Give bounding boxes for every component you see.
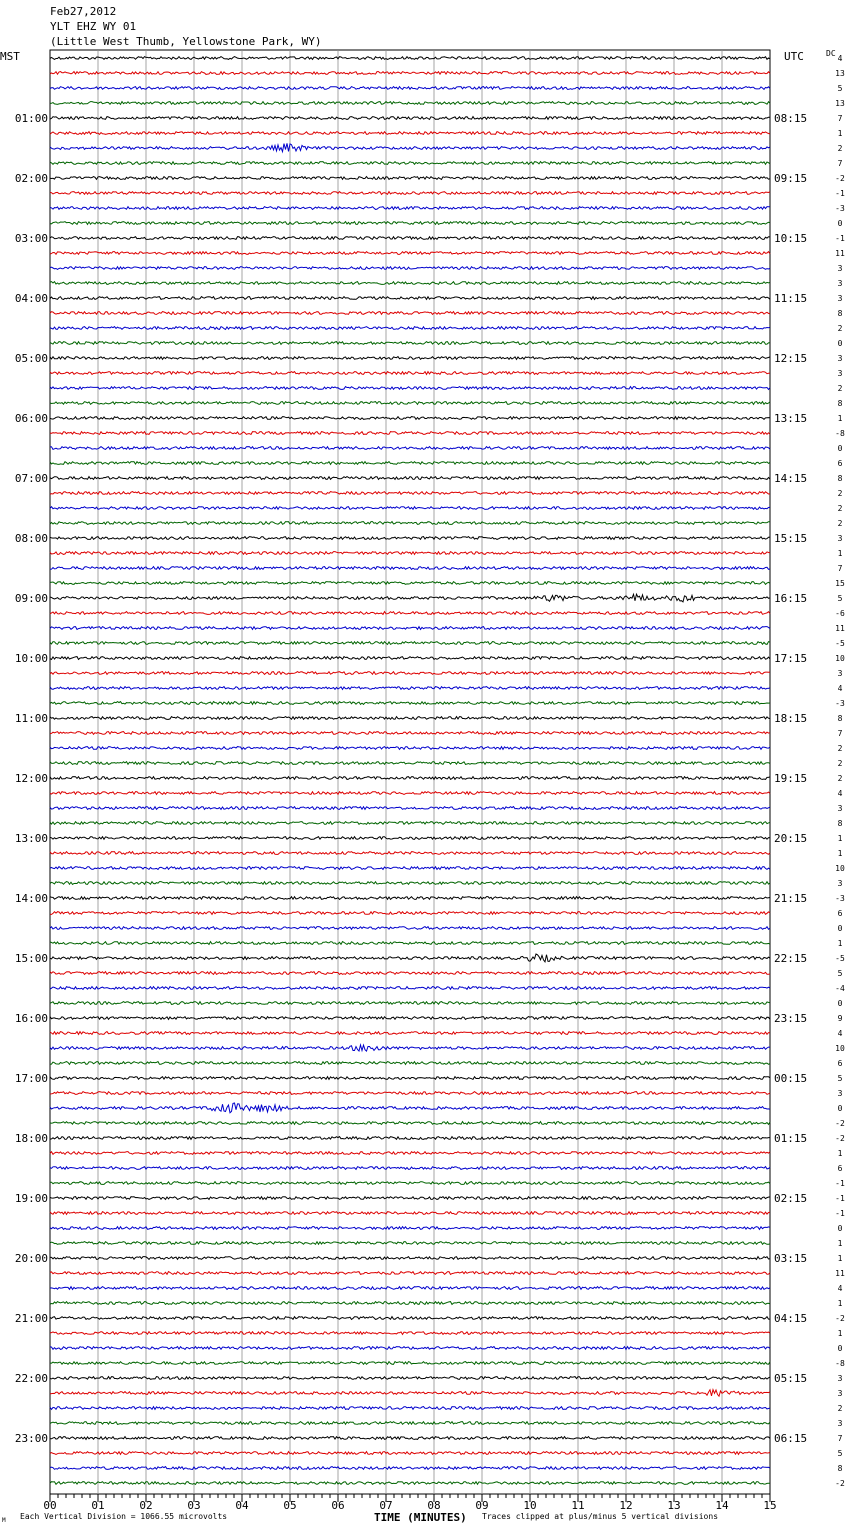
dc-offset-label: 10 [835,1044,845,1053]
dc-offset-label: 0 [837,1224,843,1233]
dc-offset-label: -1 [835,189,845,198]
x-tick-label: 14 [715,1499,729,1512]
dc-offset-label: 8 [837,1464,843,1473]
dc-offset-label: 7 [837,159,843,168]
dc-offset-label: -2 [835,1479,845,1488]
dc-offset-label: 8 [837,819,843,828]
dc-offset-label: 3 [837,879,843,888]
dc-offset-label: 2 [837,504,843,513]
dc-offset-label: 0 [837,339,843,348]
dc-offset-label: 0 [837,444,843,453]
mst-hour-label: 03:00 [14,232,48,245]
mst-axis-label: MST [0,50,20,63]
dc-offset-label: 1 [837,1149,843,1158]
dc-offset-label: -2 [835,1134,845,1143]
utc-hour-label: 20:15 [774,832,808,845]
dc-offset-label: 10 [835,864,845,873]
dc-offset-label: 0 [837,219,843,228]
mst-hour-label: 05:00 [14,352,48,365]
mst-hour-label: 17:00 [14,1072,48,1085]
dc-offset-label: 6 [837,1059,843,1068]
dc-offset-label: 3 [837,1419,843,1428]
mst-hour-label: 02:00 [14,172,48,185]
dc-label: DC [826,49,836,58]
dc-offset-label: 6 [837,1164,843,1173]
x-tick-label: 03 [187,1499,201,1512]
dc-offset-label: 1 [837,549,843,558]
utc-hour-label: 23:15 [774,1012,808,1025]
dc-offset-label: -4 [835,984,845,993]
utc-hour-label: 22:15 [774,952,808,965]
dc-offset-label: -1 [835,1194,845,1203]
dc-offset-label: 8 [837,474,843,483]
trace-line [50,1182,770,1185]
dc-offset-label: 1 [837,849,843,858]
dc-offset-label: 6 [837,909,843,918]
dc-offset-label: 11 [835,624,845,633]
dc-offset-label: 5 [837,1074,843,1083]
trace-line [50,762,770,765]
dc-offset-label: 2 [837,1404,843,1413]
trace-line [50,492,770,495]
utc-hour-label: 19:15 [774,772,808,785]
dc-offset-label: -2 [835,1314,845,1323]
mst-hour-label: 15:00 [14,952,48,965]
trace-line [50,1017,770,1020]
x-axis-title: TIME (MINUTES) [374,1511,467,1524]
x-tick-label: 13 [667,1499,681,1512]
trace-line [50,507,770,510]
trace-line [50,267,770,270]
utc-hour-label: 15:15 [774,532,808,545]
dc-offset-label: 5 [837,969,843,978]
dc-offset-label: -1 [835,234,845,243]
x-tick-label: 01 [91,1499,105,1512]
trace-line [50,1467,770,1470]
trace-line [50,852,770,855]
footer-left-mark: M [2,1517,6,1524]
dc-offset-label: 8 [837,399,843,408]
trace-line [50,1137,770,1140]
x-tick-label: 07 [379,1499,393,1512]
dc-offset-label: -2 [835,1119,845,1128]
trace-line [50,237,770,240]
trace-line [50,972,770,975]
dc-offset-label: 3 [837,354,843,363]
trace-line [50,822,770,825]
dc-offset-label: 5 [837,1449,843,1458]
trace-line [50,57,770,60]
trace-line [50,1227,770,1230]
dc-offset-label: -6 [835,609,845,618]
trace-line [50,1062,770,1065]
dc-offset-label: 7 [837,1434,843,1443]
trace-line [50,792,770,795]
utc-hour-label: 09:15 [774,172,808,185]
dc-offset-label: -3 [835,204,845,213]
utc-hour-label: 21:15 [774,892,808,905]
dc-offset-label: -3 [835,699,845,708]
trace-line [50,687,770,690]
trace-line [50,1167,770,1170]
dc-offset-label: 6 [837,459,843,468]
trace-line [50,777,770,780]
trace-line [50,657,770,660]
dc-offset-label: 1 [837,939,843,948]
trace-line [50,537,770,540]
trace-line [50,672,770,675]
dc-offset-label: 2 [837,519,843,528]
dc-offset-label: 4 [837,789,843,798]
dc-offset-label: 11 [835,249,845,258]
dc-offset-label: 0 [837,1344,843,1353]
mst-hour-label: 20:00 [14,1252,48,1265]
mst-hour-label: 08:00 [14,532,48,545]
trace-line [50,143,770,151]
dc-offset-label: 5 [837,84,843,93]
dc-offset-label: 1 [837,1329,843,1338]
trace-line [50,282,770,285]
utc-hour-label: 01:15 [774,1132,808,1145]
mst-hour-label: 12:00 [14,772,48,785]
trace-line [50,1092,770,1095]
trace-line [50,627,770,630]
dc-offset-label: -5 [835,954,845,963]
dc-offset-label: -2 [835,174,845,183]
trace-line [50,717,770,720]
dc-offset-label: 0 [837,999,843,1008]
trace-line [50,1152,770,1155]
trace-line [50,1362,770,1365]
trace-line [50,342,770,345]
dc-offset-label: 2 [837,144,843,153]
dc-offset-label: 2 [837,384,843,393]
dc-offset-label: 3 [837,1374,843,1383]
mst-hour-label: 22:00 [14,1372,48,1385]
dc-offset-label: -1 [835,1179,845,1188]
utc-hour-label: 06:15 [774,1432,808,1445]
trace-line [50,87,770,90]
dc-offset-label: 7 [837,564,843,573]
trace-line [50,1002,770,1005]
mst-hour-label: 14:00 [14,892,48,905]
x-tick-label: 10 [523,1499,537,1512]
utc-hour-label: 04:15 [774,1312,808,1325]
utc-hour-label: 08:15 [774,112,808,125]
trace-line [50,702,770,705]
dc-offset-label: 4 [837,1029,843,1038]
mst-hour-label: 23:00 [14,1432,48,1445]
dc-offset-label: 13 [835,69,845,78]
dc-offset-label: 13 [835,99,845,108]
trace-line [50,1242,770,1245]
utc-hour-label: 03:15 [774,1252,808,1265]
trace-line [50,954,770,962]
trace-line [50,837,770,840]
dc-offset-label: 1 [837,414,843,423]
x-tick-label: 09 [475,1499,489,1512]
dc-offset-label: 2 [837,744,843,753]
trace-line [50,432,770,435]
trace-line [50,942,770,945]
dc-offset-label: 7 [837,729,843,738]
dc-offset-label: 10 [835,654,845,663]
trace-line [50,1212,770,1215]
trace-line [50,357,770,360]
dc-offset-label: 0 [837,1104,843,1113]
utc-axis-label: UTC [784,50,804,63]
mst-hour-label: 18:00 [14,1132,48,1145]
trace-line [50,207,770,210]
trace-line [50,1437,770,1440]
trace-line [50,1103,770,1113]
trace-line [50,1422,770,1425]
dc-offset-label: 1 [837,1239,843,1248]
dc-offset-label: 5 [837,594,843,603]
dc-offset-label: -3 [835,894,845,903]
header-station: YLT EHZ WY 01 [50,20,137,33]
mst-hour-label: 09:00 [14,592,48,605]
dc-offset-label: 3 [837,1089,843,1098]
trace-line [50,552,770,555]
mst-hour-label: 11:00 [14,712,48,725]
dc-offset-label: 1 [837,1299,843,1308]
trace-line [50,387,770,390]
trace-line [50,1407,770,1410]
trace-line [50,132,770,135]
trace-line [50,1302,770,1305]
trace-line [50,297,770,300]
dc-offset-label: -1 [835,1209,845,1218]
dc-offset-label: 0 [837,924,843,933]
dc-offset-label: 3 [837,369,843,378]
utc-hour-label: 16:15 [774,592,808,605]
trace-line [50,594,770,602]
trace-line [50,102,770,105]
x-tick-label: 12 [619,1499,633,1512]
utc-hour-label: 10:15 [774,232,808,245]
header-date: Feb27,2012 [50,5,117,18]
dc-offset-label: 2 [837,759,843,768]
trace-line [50,1032,770,1035]
clip-note: Traces clipped at plus/minus 5 vertical divisions [482,1512,719,1521]
dc-offset-label: 4 [837,54,843,63]
trace-line [50,117,770,120]
utc-hour-label: 05:15 [774,1372,808,1385]
dc-offset-label: 3 [837,534,843,543]
trace-line [50,1482,770,1485]
trace-line [50,252,770,255]
dc-offset-label: 3 [837,294,843,303]
trace-line [50,72,770,75]
mst-hour-label: 04:00 [14,292,48,305]
trace-line [50,327,770,330]
trace-line [50,477,770,480]
trace-line [50,462,770,465]
trace-line [50,1287,770,1290]
trace-line [50,1452,770,1455]
trace-line [50,567,770,570]
mst-hour-label: 10:00 [14,652,48,665]
trace-line [50,1347,770,1350]
dc-offset-label: 4 [837,1284,843,1293]
trace-line [50,417,770,420]
x-tick-label: 02 [139,1499,153,1512]
trace-line [50,162,770,165]
dc-offset-label: 1 [837,834,843,843]
trace-line [50,582,770,585]
dc-offset-label: -8 [835,1359,845,1368]
dc-offset-label: 7 [837,114,843,123]
dc-offset-label: 15 [835,579,845,588]
trace-line [50,987,770,990]
dc-offset-label: -8 [835,429,845,438]
dc-offset-label: 3 [837,804,843,813]
dc-offset-label: 3 [837,264,843,273]
dc-offset-label: 8 [837,309,843,318]
trace-line [50,747,770,750]
utc-hour-label: 12:15 [774,352,808,365]
mst-hour-label: 16:00 [14,1012,48,1025]
trace-line [50,222,770,225]
dc-offset-label: 2 [837,324,843,333]
trace-line [50,372,770,375]
utc-hour-label: 18:15 [774,712,808,725]
trace-line [50,927,770,930]
x-tick-label: 15 [763,1499,777,1512]
dc-offset-label: 9 [837,1014,843,1023]
utc-hour-label: 17:15 [774,652,808,665]
dc-offset-label: 4 [837,684,843,693]
mst-hour-label: 13:00 [14,832,48,845]
x-tick-label: 06 [331,1499,345,1512]
trace-line [50,1377,770,1380]
utc-hour-label: 14:15 [774,472,808,485]
mst-hour-label: 21:00 [14,1312,48,1325]
dc-offset-label: 1 [837,1254,843,1263]
trace-line [50,1257,770,1260]
x-tick-label: 00 [43,1499,57,1512]
trace-line [50,912,770,915]
dc-offset-label: 2 [837,489,843,498]
mst-hour-label: 06:00 [14,412,48,425]
mst-hour-label: 19:00 [14,1192,48,1205]
trace-line [50,732,770,735]
x-tick-label: 11 [571,1499,585,1512]
trace-line [50,1272,770,1275]
trace-line [50,642,770,645]
trace-line [50,447,770,450]
x-tick-label: 05 [283,1499,297,1512]
dc-offset-label: 1 [837,129,843,138]
utc-hour-label: 11:15 [774,292,808,305]
trace-line [50,807,770,810]
dc-offset-label: 2 [837,774,843,783]
trace-line [50,897,770,900]
trace-line [50,1197,770,1200]
dc-offset-label: 8 [837,714,843,723]
mst-hour-label: 01:00 [14,112,48,125]
x-tick-label: 04 [235,1499,249,1512]
dc-offset-label: 3 [837,669,843,678]
trace-line [50,867,770,870]
trace-line [50,402,770,405]
dc-offset-label: 3 [837,1389,843,1398]
trace-line [50,882,770,885]
utc-hour-label: 02:15 [774,1192,808,1205]
trace-line [50,522,770,525]
trace-line [50,1045,770,1051]
dc-offset-label: -5 [835,639,845,648]
trace-line [50,1317,770,1320]
trace-line [50,1077,770,1080]
trace-line [50,1332,770,1335]
x-tick-label: 08 [427,1499,441,1512]
utc-hour-label: 13:15 [774,412,808,425]
utc-hour-label: 00:15 [774,1072,808,1085]
trace-line [50,192,770,195]
trace-line [50,1390,770,1397]
scale-note: Each Vertical Division = 1066.55 microvolts [20,1512,228,1521]
trace-line [50,312,770,315]
header-location: (Little West Thumb, Yellowstone Park, WY) [50,35,322,48]
mst-hour-label: 07:00 [14,472,48,485]
trace-line [50,177,770,180]
trace-line [50,612,770,615]
dc-offset-label: 3 [837,279,843,288]
dc-offset-label: 11 [835,1269,845,1278]
trace-line [50,1122,770,1125]
